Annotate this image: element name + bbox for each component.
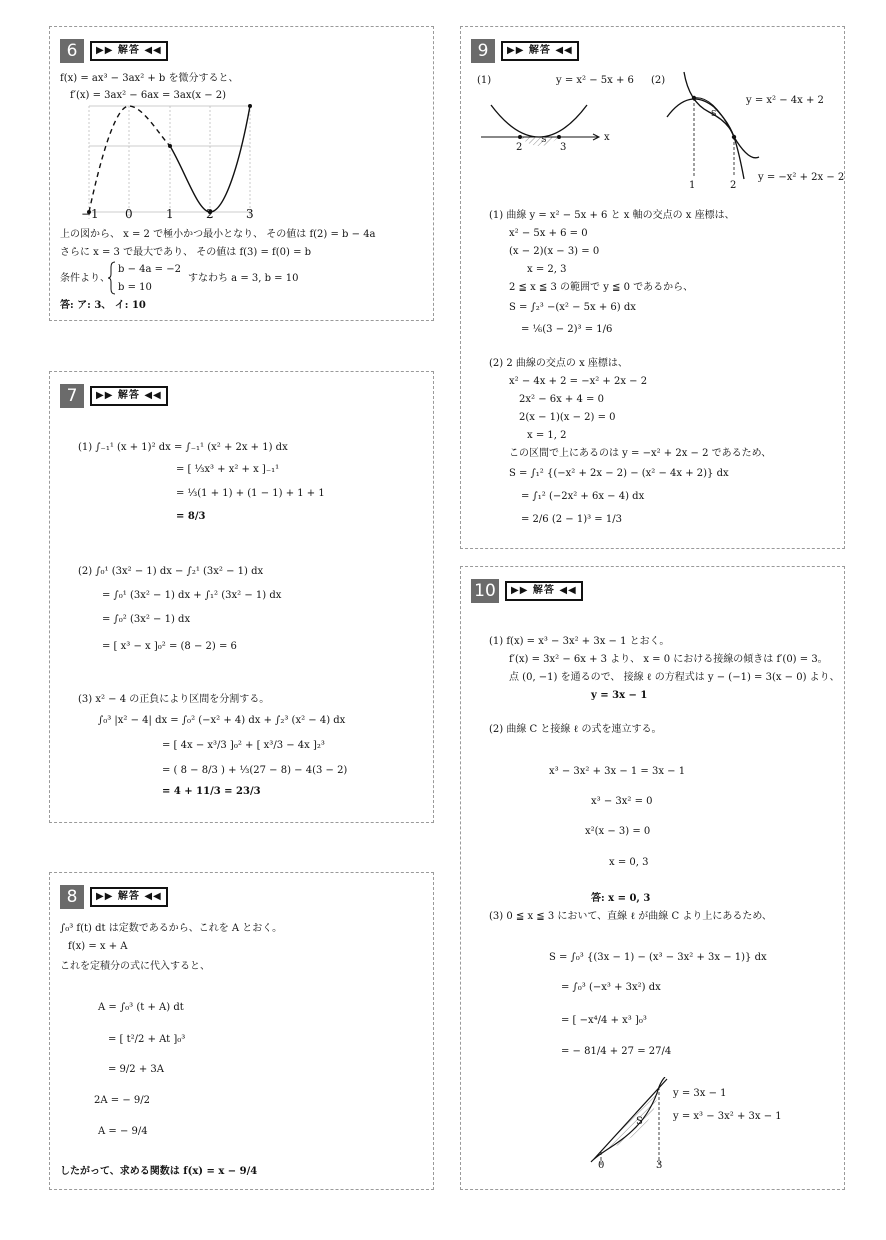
problem-number: 8 bbox=[60, 885, 84, 909]
brace-icon bbox=[108, 261, 116, 295]
text-line: = 2/6 (2 − 1)³ = 1/3 bbox=[521, 514, 622, 525]
axis-label: x bbox=[604, 132, 610, 143]
area-label: S bbox=[541, 135, 547, 144]
graph-label: y = x² − 4x + 2 bbox=[746, 95, 824, 106]
text-line: = [ t²/2 + At ]₀³ bbox=[108, 1034, 186, 1045]
tangent-area-graph bbox=[589, 1077, 679, 1167]
graph-label: 3 bbox=[656, 1160, 663, 1171]
text-line: f′(x) = 3ax² − 6ax = 3ax(x − 2) bbox=[70, 90, 227, 101]
answer-badge: ▶▶ 解答 ◀◀ bbox=[501, 41, 579, 61]
text-line: = [ x³ − x ]₀² = (8 − 2) = 6 bbox=[102, 641, 237, 652]
text-line: x²(x − 3) = 0 bbox=[585, 826, 651, 837]
text-line: (2) 2 曲線の交点の x 座標は、 bbox=[489, 358, 628, 369]
text-line: 点 (0, −1) を通るので、 接線 ℓ の方程式は y − (−1) = 3(x − 0) より、 bbox=[509, 672, 840, 683]
problem-number: 9 bbox=[471, 39, 495, 63]
text-line: 2 ≦ x ≦ 3 の範囲で y ≦ 0 であるから、 bbox=[509, 282, 694, 293]
graph-label: 2 bbox=[730, 180, 737, 191]
answer-badge: ▶▶ 解答 ◀◀ bbox=[505, 581, 583, 601]
parabola-graph-2 bbox=[659, 67, 769, 187]
text-line: b − 4a = −2 bbox=[118, 264, 181, 275]
text-line: x = 1, 2 bbox=[527, 430, 567, 441]
answer-line: = 4 + 11/3 = 23/3 bbox=[162, 786, 261, 797]
answer-line: したがって、求める関数は f(x) = x − 9/4 bbox=[60, 1166, 258, 1177]
text-line: f(x) = x + A bbox=[68, 941, 128, 952]
tick-label: 0 bbox=[125, 207, 133, 221]
text-line: (3) 0 ≦ x ≦ 3 において、直線 ℓ が曲線 C より上にあるため、 bbox=[489, 911, 772, 922]
text-line: b = 10 bbox=[118, 282, 152, 293]
text-line: (x − 2)(x − 3) = 0 bbox=[509, 246, 600, 257]
text-line: 2A = − 9/2 bbox=[94, 1095, 150, 1106]
text-line: = ∫₀¹ (3x² − 1) dx + ∫₁² (3x² − 1) dx bbox=[102, 590, 282, 601]
text-line: (2) 曲線 C と接線 ℓ の式を連立する。 bbox=[489, 724, 662, 735]
text-line: (1) 曲線 y = x² − 5x + 6 と x 軸の交点の x 座標は、 bbox=[489, 210, 735, 221]
graph-label: y = 3x − 1 bbox=[673, 1088, 727, 1099]
text-line: さらに x = 3 で最大であり、 その値は f(3) = f(0) = b bbox=[60, 247, 312, 258]
text-line: x³ − 3x² = 0 bbox=[591, 796, 653, 807]
graph-label: 2 bbox=[516, 142, 523, 153]
area-label: S bbox=[636, 1116, 643, 1127]
text-line: = [ ⅓x³ + x² + x ]₋₁¹ bbox=[176, 464, 280, 475]
text-line: = ∫₁² (−2x² + 6x − 4) dx bbox=[521, 491, 645, 502]
solution-panel-10 bbox=[460, 566, 845, 1190]
text-line: = ⅓(1 + 1) + (1 − 1) + 1 + 1 bbox=[176, 488, 325, 499]
text-line: f′(x) = 3x² − 6x + 3 より、 x = 0 における接線の傾きは f′(0) = 3。 bbox=[509, 654, 828, 665]
solution-panel-8 bbox=[49, 872, 434, 1190]
tick-label: 1 bbox=[166, 207, 174, 221]
text-line: A = − 9/4 bbox=[98, 1126, 148, 1137]
text-line: (3) x² − 4 の正負により区間を分割する。 bbox=[78, 694, 270, 705]
text-line: 上の図から、 x = 2 で極小かつ最小となり、 その値は f(2) = b − 4a bbox=[60, 229, 376, 240]
text-line: = [ 4x − x³/3 ]₀² + [ x³/3 − 4x ]₂³ bbox=[162, 740, 325, 751]
parabola-graph-1 bbox=[479, 97, 609, 157]
graph-label: y = x³ − 3x² + 3x − 1 bbox=[673, 1111, 782, 1122]
graph-label: 0 bbox=[598, 1160, 605, 1171]
text-line: S = ∫₀³ {(3x − 1) − (x³ − 3x² + 3x − 1)} dx bbox=[549, 952, 767, 963]
answer-line: 答: x = 0, 3 bbox=[591, 893, 651, 904]
text-line: この区間で上にあるのは y = −x² + 2x − 2 であるため、 bbox=[509, 448, 772, 459]
text-line: (1) ∫₋₁¹ (x + 1)² dx = ∫₋₁¹ (x² + 2x + 1) dx bbox=[78, 442, 288, 453]
text-line: ∫₀³ f(t) dt は定数であるから、これを A とおく。 bbox=[60, 923, 283, 934]
problem-number: 7 bbox=[60, 384, 84, 408]
text-line: すなわち a = 3, b = 10 bbox=[188, 273, 299, 284]
graph-label: 3 bbox=[560, 142, 567, 153]
solution-panel-7 bbox=[49, 371, 434, 823]
graph-label: y = −x² + 2x − 2 bbox=[758, 172, 845, 183]
graph-label: y = x² − 5x + 6 bbox=[556, 75, 634, 86]
tick-label: 3 bbox=[246, 207, 254, 221]
answer-badge: ▶▶ 解答 ◀◀ bbox=[90, 386, 168, 406]
text-line: = ⅙(3 − 2)³ = 1/6 bbox=[521, 324, 613, 335]
text-line: 2x² − 6x + 4 = 0 bbox=[519, 394, 604, 405]
text-line: S = ∫₂³ −(x² − 5x + 6) dx bbox=[509, 302, 636, 313]
text-line: = [ −x⁴/4 + x³ ]₀³ bbox=[561, 1015, 647, 1026]
tick-label: 2 bbox=[206, 207, 214, 221]
graph-label: 1 bbox=[689, 180, 696, 191]
graph-label: (1) bbox=[477, 75, 492, 86]
text-line: A = ∫₀³ (t + A) dt bbox=[98, 1002, 184, 1013]
text-line: x³ − 3x² + 3x − 1 = 3x − 1 bbox=[549, 766, 686, 777]
text-line: = − 81/4 + 27 = 27/4 bbox=[561, 1046, 672, 1057]
text-line: = ∫₀³ (−x³ + 3x²) dx bbox=[561, 982, 661, 993]
answer-line: y = 3x − 1 bbox=[591, 690, 648, 701]
text-line: 条件より、 bbox=[60, 273, 110, 284]
answer-line: 答: ア: 3、 イ: 10 bbox=[60, 300, 146, 311]
text-line: = 9/2 + 3A bbox=[108, 1064, 164, 1075]
text-line: x = 0, 3 bbox=[609, 857, 649, 868]
answer-badge: ▶▶ 解答 ◀◀ bbox=[90, 41, 168, 61]
text-line: = ∫₀² (3x² − 1) dx bbox=[102, 614, 191, 625]
graph-label: (2) bbox=[651, 75, 666, 86]
answer-line: = 8/3 bbox=[176, 511, 206, 522]
answer-badge: ▶▶ 解答 ◀◀ bbox=[90, 887, 168, 907]
text-line: (1) f(x) = x³ − 3x² + 3x − 1 とおく。 bbox=[489, 636, 670, 647]
solution-panel-9 bbox=[460, 26, 845, 549]
problem-number: 6 bbox=[60, 39, 84, 63]
text-line: = ( 8 − 8/3 ) + ⅓(27 − 8) − 4(3 − 2) bbox=[162, 765, 348, 776]
text-line: x² − 4x + 2 = −x² + 2x − 2 bbox=[509, 376, 648, 387]
problem-number: 10 bbox=[471, 579, 499, 603]
area-label: S bbox=[711, 109, 717, 118]
text-line: ∫₀³ |x² − 4| dx = ∫₀² (−x² + 4) dx + ∫₂³ (x² − 4) dx bbox=[98, 715, 346, 726]
text-line: f(x) = ax³ − 3ax² + b を微分すると、 bbox=[60, 73, 239, 84]
text-line: x = 2, 3 bbox=[527, 264, 567, 275]
tick-label: −1 bbox=[81, 207, 99, 221]
text-line: これを定積分の式に代入すると、 bbox=[60, 961, 210, 972]
solution-panel-6 bbox=[49, 26, 434, 321]
text-line: (2) ∫₀¹ (3x² − 1) dx − ∫₂¹ (3x² − 1) dx bbox=[78, 566, 264, 577]
text-line: 2(x − 1)(x − 2) = 0 bbox=[519, 412, 616, 423]
text-line: x² − 5x + 6 = 0 bbox=[509, 228, 588, 239]
text-line: S = ∫₁² {(−x² + 2x − 2) − (x² − 4x + 2)} dx bbox=[509, 468, 729, 479]
